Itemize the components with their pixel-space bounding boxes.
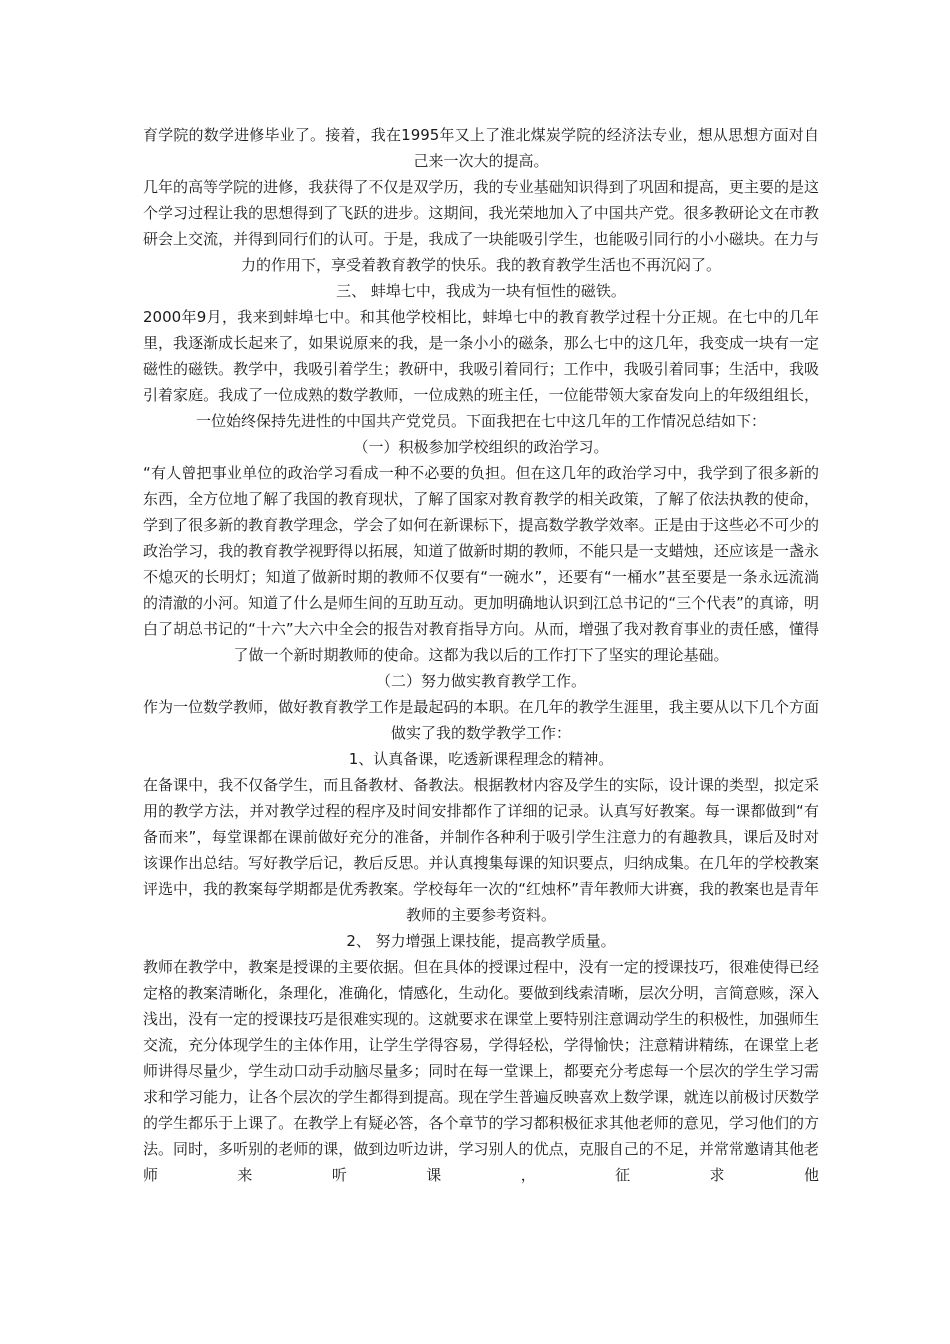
subheading-political-study: （一）积极参加学校组织的政治学习。: [353, 438, 609, 456]
paragraph-higher-education: 几年的高等学院的进修，我获得了不仅是双学历，我的专业基础知识得到了巩固和提高，更主要的是这个学习过程让我的思想得到了飞跃的进步。这期间，我光荣地加入了中国共产党。很多教研论文在市教研会上交流，并得到同行们的认可。于是，我成了一块能吸引学生，也能吸引同行的小小磁块。在力与力的作用下，享受着教育教学的快乐。我的教育教学生活也不再沉闷了。: [143, 178, 819, 274]
item-heading-teaching-skill: 2、 努力增强上课技能，提高教学质量。: [346, 932, 616, 950]
document-body: [143, 122, 819, 1188]
paragraph-teaching-intro: 作为一位数学教师，做好教育教学工作是最起码的本职。在几年的教学生涯里，我主要从以下几个方面做实了我的数学教学工作：: [143, 698, 819, 742]
paragraph-teaching-skill: 教师在教学中，教案是授课的主要依据。但在具体的授课过程中，没有一定的授课技巧，很难使得已经定格的教案清晰化，条理化，准确化，情感化，生动化。要做到线索清晰，层次分明，言简意赅，深入浅出，没有一定的授课技巧是很难实现的。这就要求在课堂上要特别注意调动学生的积极性，加强师生交流，充分体现学生的主体作用，让学生学得容易，学得轻松，学得愉快；注意精讲精练，在课堂上老师讲得尽量少，学生动口动手动脑尽量多；同时在每一堂课上，都要充分考虑每一个层次的学生学习需求和学习能力，让各个层次的学生都得到提高。现在学生普遍反映喜欢上数学课，就连以前极讨厌数学的学生都乐于上课了。在教学上有疑必答，各个章节的学习都积极征求其他老师的意见，学习他们的方法。同时，多听别的老师的课，做到边听边讲，学习别人的优点，克服自己的不足，并常常邀请其他老师来听课，征求他: [143, 958, 819, 1184]
paragraph-continuation: 育学院的数学进修毕业了。接着，我在1995年又上了淮北煤炭学院的经济法专业，想从思想方面对自己来一次大的提高。: [143, 126, 819, 170]
paragraph-lesson-prep: 在备课中，我不仅备学生，而且备教材、备教法。根据教材内容及学生的实际，设计课的类型，拟定采用的教学方法，并对教学过程的程序及时间安排都作了详细的记录。认真写好教案。每一课都做到“有备而来”，每堂课都在课前做好充分的准备，并制作各种利于吸引学生注意力的有趣教具，课后及时对该课作出总结。写好教学后记，教后反思。并认真搜集每课的知识要点，归纳成集。在几年的学校教案评选中，我的教案每学期都是优秀教案。学校每年一次的“红烛杯”青年教师大讲赛，我的教案也是青年教师的主要参考资料。: [143, 776, 819, 924]
section-heading-3: 三、 蚌埠七中，我成为一块有恒性的磁铁。: [336, 282, 626, 300]
item-heading-lesson-prep: 1、认真备课，吃透新课程理念的精神。: [348, 750, 614, 768]
paragraph-bengbu-no7: 2000年9月，我来到蚌埠七中。和其他学校相比，蚌埠七中的教育教学过程十分正规。在七中的几年里，我逐渐成长起来了，如果说原来的我，是一条小小的磁条，那么七中的这几年，我变成一块有一定磁性的磁铁。教学中，我吸引着学生；教研中，我吸引着同行；工作中，我吸引着同事；生活中，我吸引着家庭。我成了一位成熟的数学教师，一位成熟的班主任，一位能带领大家奋发向上的年级组组长，一位始终保持先进性的中国共产党党员。下面我把在七中这几年的工作情况总结如下：: [143, 308, 819, 430]
paragraph-political-study: “有人曾把事业单位的政治学习看成一种不必要的负担。但在这几年的政治学习中，我学到了很多新的东西，全方位地了解了我国的教育现状，了解了国家对教育教学的相关政策，了解了依法执教的使命，学到了很多新的教育教学理念，学会了如何在新课标下，提高数学教学效率。正是由于这些必不可少的政治学习，我的教育教学视野得以拓展，知道了做新时期的教师，不能只是一支蜡烛，还应该是一盏永不熄灭的长明灯；知道了做新时期的教师不仅要有“一碗水”，还要有“一桶水”甚至要是一条永远流淌的清澈的小河。知道了什么是师生间的互助互动。更加明确地认识到江总书记的“三个代表”的真谛，明白了胡总书记的“十六”大六中全会的报告对教育指导方向。从而，增强了我对教育事业的责任感，懂得了做一个新时期教师的使命。这都为我以后的工作打下了坚实的理论基础。: [143, 464, 819, 664]
subheading-teaching-work: （二）努力做实教育教学工作。: [375, 672, 586, 690]
